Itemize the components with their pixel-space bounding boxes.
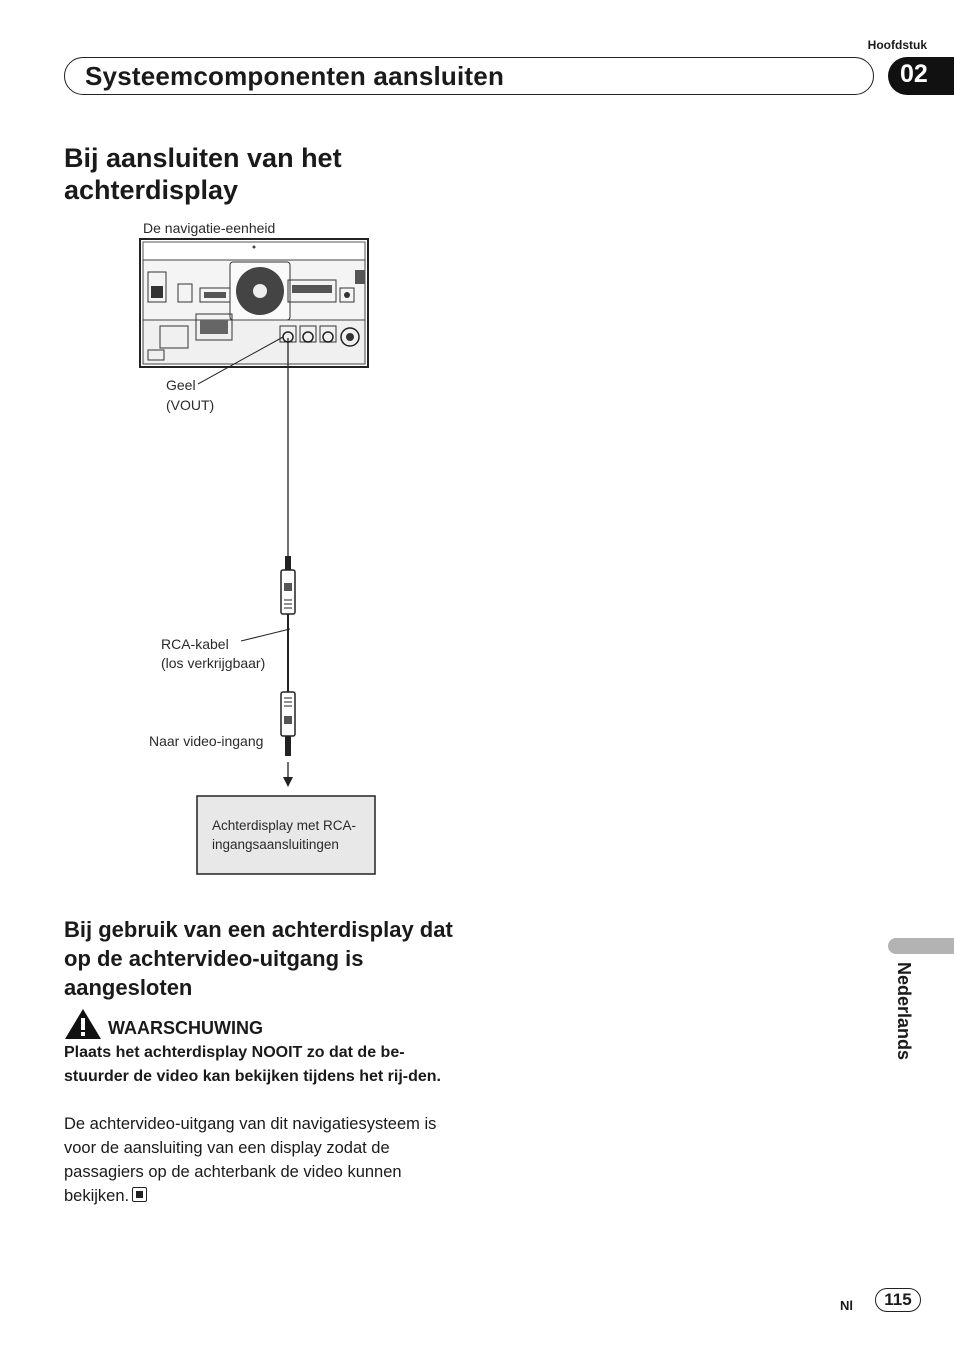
warning-emphasis: NOOIT bbox=[251, 1044, 303, 1061]
geel-label: Geel bbox=[166, 377, 196, 393]
vout-label: (VOUT) bbox=[166, 397, 215, 413]
warning-label: WAARSCHUWING bbox=[108, 1018, 263, 1038]
warning-heading bbox=[64, 1008, 263, 1040]
chapter-title: Systeemcomponenten aansluiten bbox=[85, 61, 505, 91]
rear-display-line2: ingangsaansluitingen bbox=[212, 837, 339, 852]
navigation-unit bbox=[140, 239, 368, 367]
cable-label: RCA-kabel bbox=[161, 636, 229, 652]
warning-text: Plaats het achterdisplay NOOIT zo dat de be-stuurder de video kan bekijken tijdens het rij-den. bbox=[64, 1044, 441, 1085]
footer-language-code: Nl bbox=[840, 1298, 853, 1313]
chapter-label: Hoofdstuk bbox=[867, 38, 927, 52]
end-of-section-icon bbox=[132, 1187, 147, 1202]
rca-plug-top bbox=[281, 556, 295, 614]
cable-leader-line bbox=[241, 629, 290, 641]
body-paragraph: De achtervideo-uitgang van dit navigatiesysteem is voor de aansluiting van een display zodat de passagiers op de achterbank de video kunnen bekijken. bbox=[64, 1115, 437, 1205]
rca-plug-bottom bbox=[281, 692, 295, 756]
subsection-title: Bij gebruik van een achterdisplay dat op de achtervideo-uitgang is aangesloten bbox=[64, 917, 453, 1000]
section-title: Bij aansluiten van het achterdisplay bbox=[64, 143, 342, 205]
language-tab-label: Nederlands bbox=[894, 962, 914, 1061]
chapter-number-badge: 02 bbox=[888, 57, 954, 95]
unit-label: De navigatie-eenheid bbox=[143, 220, 276, 236]
cable-note: (los verkrijgbaar) bbox=[161, 655, 266, 671]
rear-display-line1: Achterdisplay met RCA- bbox=[212, 818, 357, 833]
language-tab-marker bbox=[888, 938, 954, 954]
rear-display-box bbox=[197, 796, 375, 874]
page-number: 115 bbox=[875, 1288, 921, 1312]
video-input-label: Naar video-ingang bbox=[149, 733, 264, 749]
arrow-down-icon bbox=[283, 777, 293, 787]
warning-triangle-icon bbox=[64, 1008, 102, 1040]
